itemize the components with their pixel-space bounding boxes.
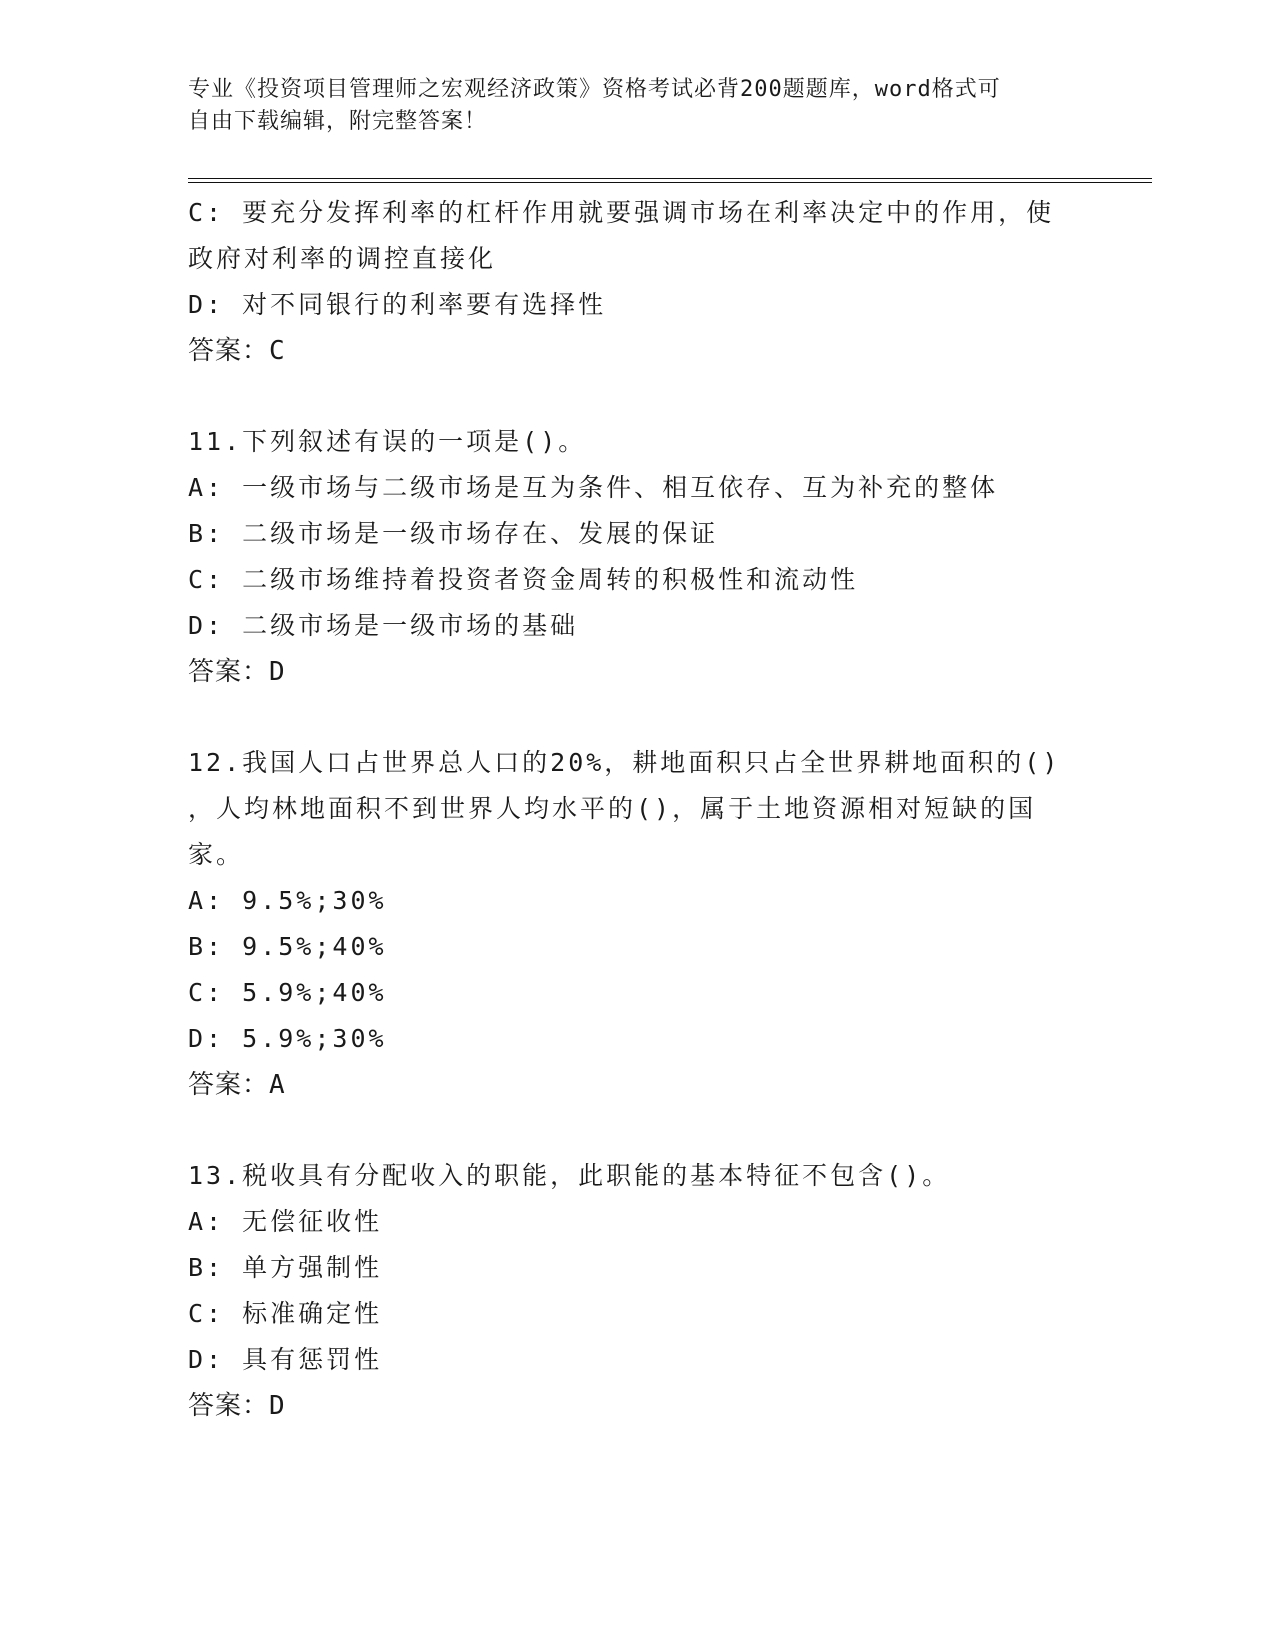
option-c: C: 标准确定性 (188, 1299, 383, 1328)
answer-line (188, 1062, 1088, 1108)
option-d: D: 5.9%;30% (188, 1024, 387, 1053)
answer-label: 答案： (188, 1070, 270, 1100)
question-stem: 13.税收具有分配收入的职能，此职能的基本特征不包含()。 (188, 1161, 951, 1190)
answer-line (188, 649, 1088, 695)
answer-line (188, 328, 1088, 374)
answer-value: D (269, 657, 286, 687)
question-12 (188, 740, 1088, 1108)
option-d: D: 二级市场是一级市场的基础 (188, 611, 579, 640)
option-d: D: 具有惩罚性 (188, 1345, 383, 1374)
answer-line (188, 1383, 1088, 1429)
question-stem: 11.下列叙述有误的一项是()。 (188, 427, 587, 456)
question-13 (188, 1153, 1088, 1429)
option-b: B: 9.5%;40% (188, 932, 387, 961)
question-stem-continued: ，人均林地面积不到世界人均水平的()，属于土地资源相对短缺的国 (188, 794, 1037, 823)
question-stem: 12.我国人口占世界总人口的20%，耕地面积只占全世界耕地面积的() (188, 748, 1061, 777)
option-d: D: 对不同银行的利率要有选择性 (188, 290, 607, 319)
header-line-2: 自由下载编辑，附完整答案！ (188, 109, 488, 134)
option-c: C: 要充分发挥利率的杠杆作用就要强调市场在利率决定中的作用，使 (188, 198, 1055, 227)
option-c-continued: 政府对利率的调控直接化 (188, 244, 497, 273)
question-11 (188, 419, 1088, 695)
question-stem-continued: 家。 (188, 840, 245, 869)
option-c: C: 5.9%;40% (188, 978, 387, 1007)
question-content (188, 190, 1088, 1429)
answer-label: 答案： (188, 336, 270, 366)
header-divider-top (188, 178, 1152, 179)
option-c: C: 二级市场维持着投资者资金周转的积极性和流动性 (188, 565, 859, 594)
answer-value: D (269, 1391, 286, 1421)
answer-value: A (269, 1070, 286, 1100)
header-line-1: 专业《投资项目管理师之宏观经济政策》资格考试必背200题题库，word格式可 (188, 77, 1001, 102)
answer-label: 答案： (188, 1391, 270, 1421)
answer-value: C (269, 336, 286, 366)
answer-label: 答案： (188, 657, 270, 687)
option-b: B: 二级市场是一级市场存在、发展的保证 (188, 519, 719, 548)
previous-question-block (188, 190, 1088, 374)
option-a: A: 无偿征收性 (188, 1207, 383, 1236)
option-a: A: 一级市场与二级市场是互为条件、相互依存、互为补充的整体 (188, 473, 999, 502)
document-header (188, 74, 1088, 138)
option-b: B: 单方强制性 (188, 1253, 383, 1282)
header-divider-bottom (188, 182, 1152, 183)
option-a: A: 9.5%;30% (188, 886, 387, 915)
